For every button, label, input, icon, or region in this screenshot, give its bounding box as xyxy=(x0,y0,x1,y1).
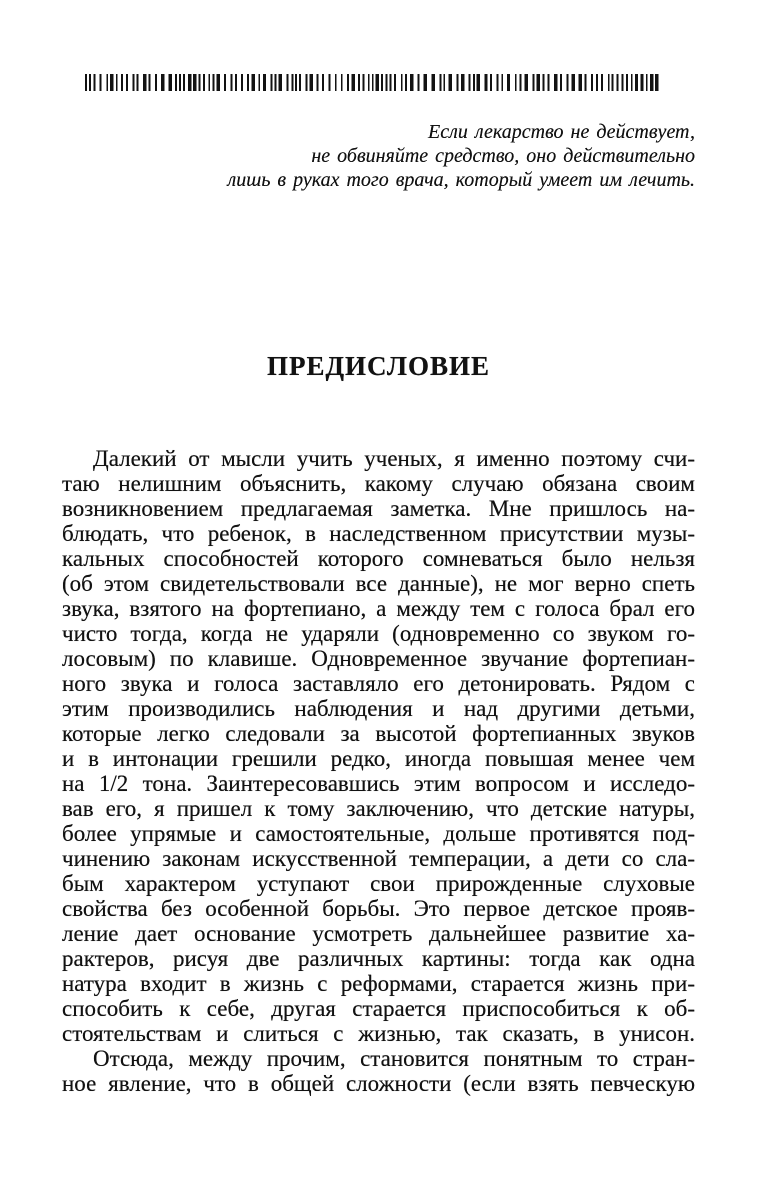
body-line: блюдать, что ребенок, в наследственном присутствии музы- xyxy=(62,521,695,546)
body-line: звука, взятого на фортепиано, а между тем с голоса брал его xyxy=(62,596,695,621)
body-line: этим производились наблюдения и над другими детьми, xyxy=(62,696,695,721)
body-line: свойства без особенной борьбы. Это первое детское прояв- xyxy=(62,896,695,921)
epigraph-line: лишь в руках того врача, который умеет им лечить. xyxy=(227,169,695,191)
body-line: Далекий от мысли учить ученых, я именно поэтому счи- xyxy=(93,446,695,471)
epigraph-line: Если лекарство не действует, xyxy=(428,121,695,143)
body-line: лосовым) по клавише. Одновременное звучание фортепиан- xyxy=(62,646,695,671)
body-line: таю нелишним объяснить, какому случаю обязана своим xyxy=(62,471,695,496)
body-text xyxy=(62,446,695,1096)
epigraph-line: не обвиняйте средство, оно действительно xyxy=(311,145,695,167)
body-line: вав его, я пришел к тому заключению, что детские натуры, xyxy=(62,796,695,821)
body-line: которые легко следовали за высотой фортепианных звуков xyxy=(62,721,695,746)
body-line: кальных способностей которого сомневаться было нельзя xyxy=(62,546,695,571)
barcode-rule-ornament xyxy=(85,74,663,91)
body-line: (об этом свидетельствовали все данные), не мог верно спеть xyxy=(62,571,695,596)
body-line: натура входит в жизнь с реформами, старается жизнь при- xyxy=(62,971,695,996)
body-line: более упрямые и самостоятельные, дольше противятся под- xyxy=(62,821,695,846)
body-line: способить к себе, другая старается приспособиться к об- xyxy=(62,996,695,1021)
body-line: ление дает основание усмотреть дальнейшее развитие ха- xyxy=(62,921,695,946)
body-line: рактеров, рисуя две различных картины: тогда как одна xyxy=(62,946,695,971)
body-line: на 1/2 тона. Заинтересовавшись этим вопросом и исследо- xyxy=(62,771,695,796)
body-line: Отсюда, между прочим, становится понятным то стран- xyxy=(93,1046,695,1071)
body-line: стоятельствам и слиться с жизнью, так сказать, в унисон. xyxy=(62,1021,695,1046)
body-line: бым характером уступают свои прирожденные слуховые xyxy=(62,871,695,896)
body-line: ное явление, что в общей сложности (если взять певческую xyxy=(62,1071,695,1096)
body-line: чисто тогда, когда не ударяли (одновременно со звуком го- xyxy=(62,621,695,646)
body-line: возникновением предлагаемая заметка. Мне пришлось на- xyxy=(62,496,695,521)
chapter-title: ПРЕДИСЛОВИЕ xyxy=(266,351,491,381)
body-line: и в интонации грешили редко, иногда повышая менее чем xyxy=(62,746,695,771)
body-line: чинению законам искусственной темперации, а дети со сла- xyxy=(62,846,695,871)
epigraph xyxy=(135,120,695,192)
body-line: ного звука и голоса заставляло его детонировать. Рядом с xyxy=(62,671,695,696)
